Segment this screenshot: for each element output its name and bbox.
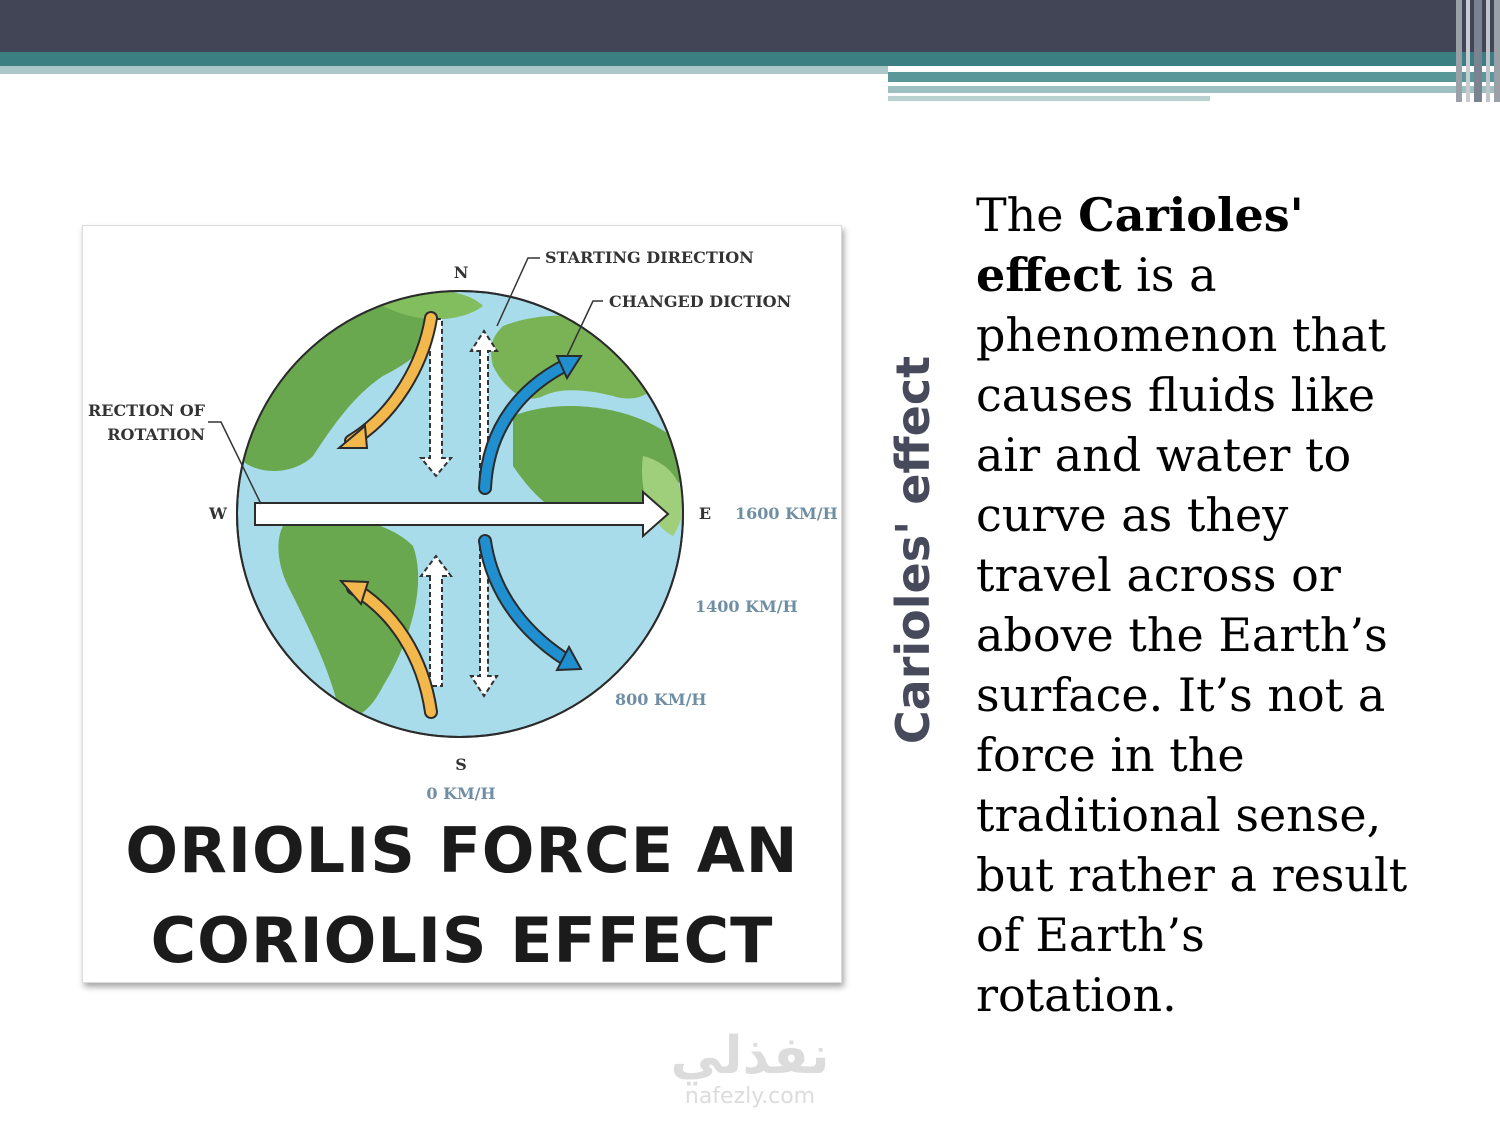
header-corner-lines bbox=[1456, 0, 1500, 102]
slide-title bbox=[885, 330, 941, 770]
watermark-arabic: نفذلي bbox=[670, 1026, 830, 1086]
slide-title-text: Carioles' effect bbox=[886, 355, 940, 745]
speed-pole-label: 0 KM/H bbox=[426, 784, 496, 803]
rotation-label-line1: RECTION OF bbox=[87, 401, 205, 420]
watermark-url: nafezly.com bbox=[684, 1084, 816, 1109]
changed-direction-label: CHANGED DICTION bbox=[609, 292, 792, 311]
coriolis-figure bbox=[82, 225, 842, 983]
speed-low-label: 800 KM/H bbox=[615, 690, 707, 709]
header-light-band bbox=[0, 66, 888, 74]
east-label: E bbox=[698, 504, 712, 523]
speed-mid-label: 1400 KM/H bbox=[695, 597, 798, 616]
body-text-intro: The bbox=[976, 188, 1079, 242]
starting-direction-label: STARTING DIRECTION bbox=[545, 248, 754, 267]
speed-equator-label: 1600 KM/H bbox=[735, 504, 838, 523]
watermark bbox=[655, 1028, 845, 1110]
slide-body bbox=[976, 185, 1416, 1025]
figure-title-line2: CORIOLIS EFFECT bbox=[150, 904, 774, 977]
header-accent-band bbox=[0, 52, 1500, 66]
north-label: N bbox=[453, 263, 469, 282]
rotation-label-line2: ROTATION bbox=[107, 425, 205, 444]
body-term-part1: Carioles' bbox=[1078, 188, 1304, 242]
header-bar bbox=[0, 0, 1500, 52]
south-label: S bbox=[455, 755, 467, 774]
header-right-stripe bbox=[888, 72, 1500, 82]
header-right-stripe bbox=[888, 86, 1500, 93]
header-right-stripe bbox=[888, 96, 1210, 101]
west-label: W bbox=[209, 504, 227, 523]
figure-title-line1: ORIOLIS FORCE AN bbox=[125, 814, 799, 887]
body-term-part2: effect bbox=[976, 248, 1122, 302]
body-text-rest: is a phenomenon that causes fluids like air and water to curve as they travel across or above the Earth’s surface. It’s not a force in the traditional sense, but rather a result of Earth’s rotation. bbox=[976, 248, 1408, 1022]
